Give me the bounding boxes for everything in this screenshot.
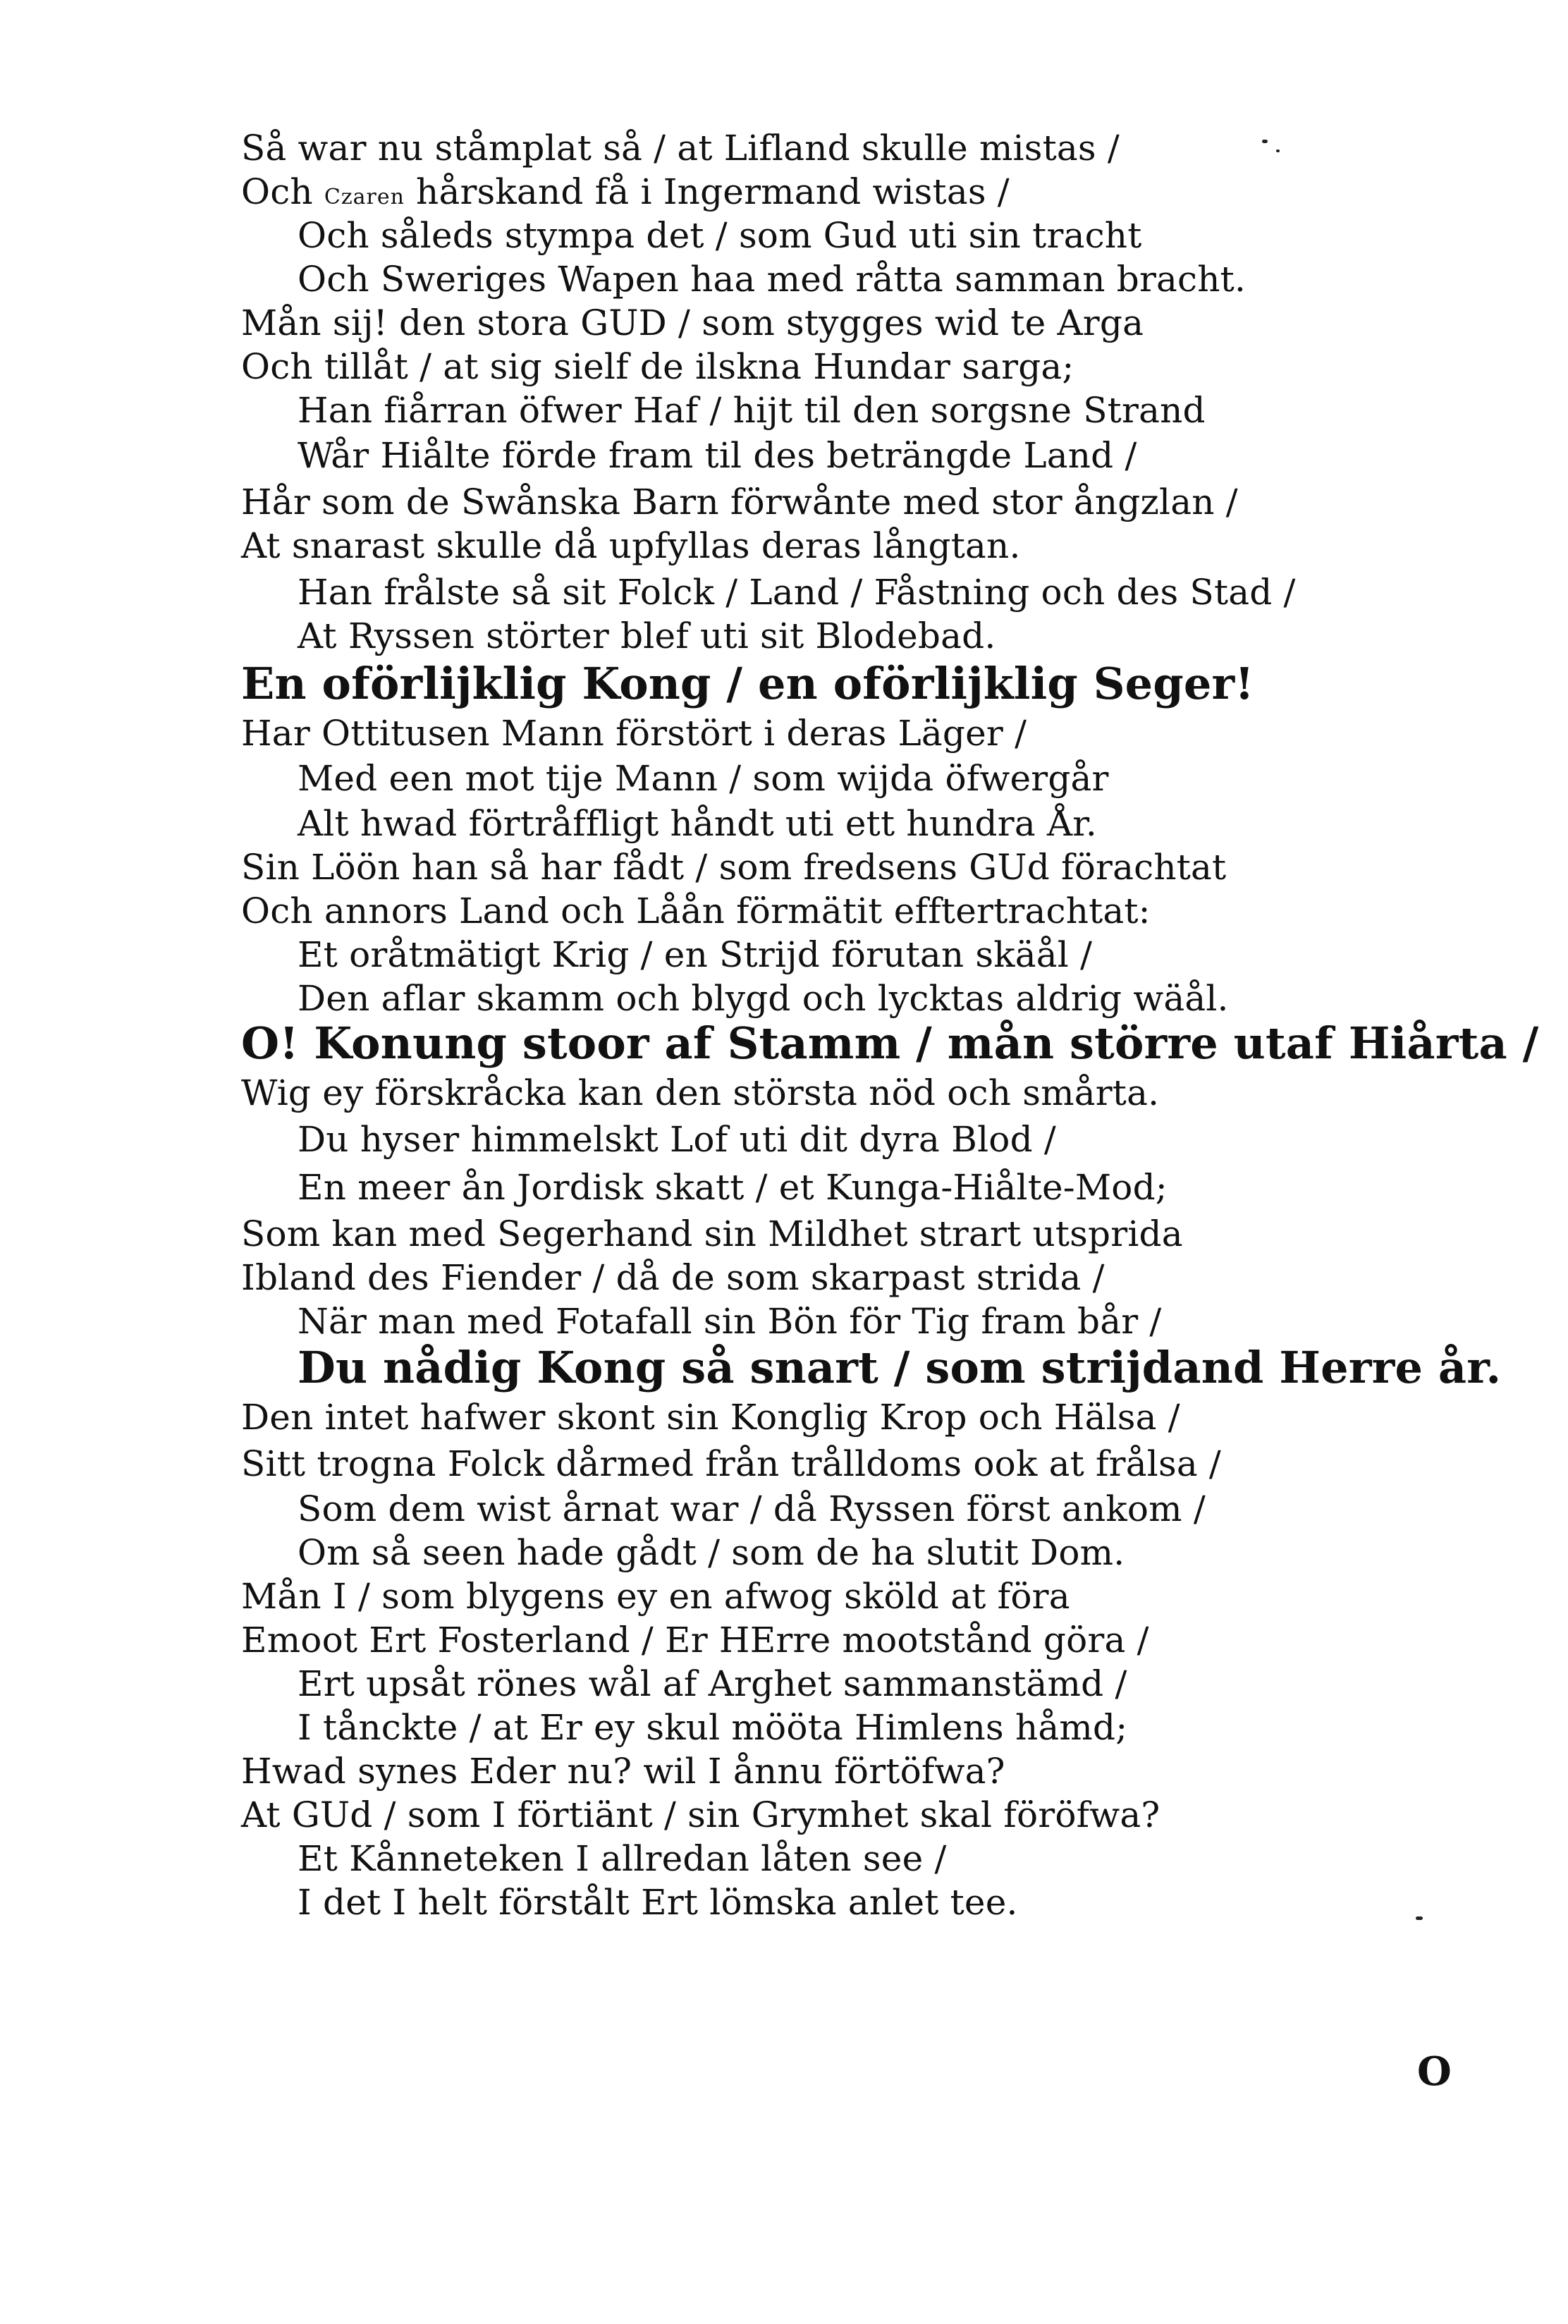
line-text: O! Konung stoor af Stamm / mån större utaf Hiårta /	[241, 1017, 1539, 1069]
verse-line	[298, 1705, 1127, 1750]
verse-line	[298, 756, 1109, 801]
line-text: Med een mot tije Mann / som wijda öfwergår	[298, 758, 1109, 799]
line-text: Emoot Ert Fosterland / Er HErre mootstånd göra /	[241, 1620, 1149, 1661]
verse-line	[298, 1165, 1168, 1210]
verse-line	[241, 1617, 1149, 1663]
line-text: Mån sij! den stora GUD / som stygges wid te Arga	[241, 302, 1144, 343]
verse-line	[241, 344, 1074, 389]
line-text: Alt hwad förtråffligt håndt uti ett hundra År.	[298, 803, 1097, 844]
verse-line	[298, 433, 1137, 478]
verse-line	[298, 388, 1206, 433]
verse-line	[241, 711, 1027, 756]
line-text: At GUd / som I förtiänt / sin Grymhet skal föröfwa?	[241, 1794, 1160, 1835]
line-text: Den intet hafwer skont sin Konglig Krop och Hälsa /	[241, 1397, 1180, 1438]
verse-line	[241, 1574, 1070, 1619]
verse-line	[298, 976, 1229, 1021]
line-text: At snarast skulle då upfyllas deras långtan.	[241, 525, 1021, 566]
verse-line	[298, 213, 1141, 258]
line-text: I det I helt förstålt Ert lömska anlet tee.	[298, 1882, 1018, 1923]
print-speck	[1276, 149, 1280, 152]
verse-line	[241, 1395, 1180, 1440]
print-speck	[1262, 140, 1268, 143]
line-text: Som kan med Segerhand sin Mildhet strart utsprida	[241, 1213, 1183, 1254]
verse-line	[298, 1530, 1125, 1575]
verse-line	[298, 613, 996, 659]
line-text: När man med Fotafall sin Bön för Tig fram bår /	[298, 1301, 1162, 1342]
line-text: Den aflar skamm och blygd och lycktas aldrig wäål.	[298, 978, 1229, 1019]
verse-line	[241, 1792, 1160, 1837]
verse-line	[298, 1342, 1502, 1393]
verse-line	[241, 126, 1120, 171]
verse-line	[241, 1211, 1183, 1256]
verse-line	[241, 888, 1151, 934]
verse-line	[298, 1486, 1206, 1531]
inline-name-czaren: Czaren	[324, 185, 405, 209]
verse-line	[241, 845, 1226, 890]
line-text: Et Kånneteken I allredan låten see /	[298, 1838, 947, 1879]
line-text: En meer ån Jordisk skatt / et Kunga-Hiålte-Mod;	[298, 1167, 1168, 1208]
line-text: Han fiårran öfwer Haf / hijt til den sorgsne Strand	[298, 390, 1206, 431]
line-text: Och annors Land och Låån förmätit efftertrachtat:	[241, 891, 1151, 931]
verse-line	[298, 932, 1092, 977]
line-text: Sitt trogna Folck dårmed från trålldoms ook at frålsa /	[241, 1443, 1221, 1484]
verse-line	[298, 1117, 1056, 1162]
verse-line	[241, 300, 1144, 345]
verse-line	[241, 1017, 1539, 1069]
verse-line	[241, 523, 1021, 568]
line-text: Du hyser himmelskt Lof uti dit dyra Blod /	[298, 1119, 1056, 1160]
line-text: Hwad synes Eder nu? wil I ånnu förtöfwa?	[241, 1751, 1005, 1792]
line-text: Han frålste så sit Folck / Land / Fåstning och des Stad /	[298, 572, 1296, 613]
line-text: Och Sweriges Wapen haa med råtta samman bracht.	[298, 259, 1247, 300]
line-text: Et oråtmätigt Krig / en Strijd förutan skäål /	[298, 934, 1093, 975]
line-text: At Ryssen störter blef uti sit Blodebad.	[298, 616, 996, 656]
verse-line	[241, 1441, 1221, 1486]
line-text: Och	[241, 171, 313, 212]
verse-line	[298, 1661, 1127, 1706]
line-text: En oförlijklig Kong / en oförlijklig Seger!	[241, 658, 1254, 709]
line-text: Och såleds stympa det / som Gud uti sin tracht	[298, 215, 1142, 256]
print-speck	[1416, 1916, 1423, 1920]
line-text: Mån I / som blygens ey en afwog sköld at föra	[241, 1576, 1070, 1617]
verse-line	[241, 1255, 1105, 1300]
verse-line	[298, 1836, 947, 1881]
verse-line	[298, 1299, 1161, 1344]
verse-line	[241, 1749, 1005, 1794]
line-text: Som dem wist årnat war / då Ryssen först ankom /	[298, 1488, 1206, 1529]
line-text: Har Ottitusen Mann förstört i deras Läger /	[241, 713, 1027, 754]
verse-line	[298, 1880, 1018, 1925]
line-text: Wår Hiålte förde fram til des beträngde Land /	[298, 435, 1137, 476]
line-text: Ibland des Fiender / då de som skarpast strida /	[241, 1257, 1105, 1298]
verse-line	[241, 658, 1254, 709]
line-text: Om så seen hade gådt / som de ha slutit Dom.	[298, 1532, 1125, 1573]
line-text: Ert upsåt rönes wål af Arghet sammanstämd /	[298, 1663, 1127, 1704]
line-text: hårskand få i Ingermand wistas /	[416, 171, 1010, 212]
verse-line	[298, 570, 1296, 615]
line-text: Du nådig Kong så snart / som strijdand Herre år.	[298, 1342, 1502, 1393]
line-text: Och tillåt / at sig sielf de ilskna Hundar sarga;	[241, 346, 1074, 387]
catchword: O	[1417, 2048, 1452, 2095]
line-text: Så war nu ståmplat så / at Lifland skulle mistas /	[241, 128, 1120, 169]
line-text: I tånckte / at Er ey skul mööta Himlens håmd;	[298, 1707, 1128, 1748]
verse-line	[298, 257, 1246, 302]
verse-line	[241, 479, 1238, 525]
line-text: Sin Löön han så har fådt / som fredsens GUd förachtat	[241, 847, 1227, 888]
verse-line	[298, 801, 1097, 846]
line-text: Hår som de Swånska Barn förwånte med stor ångzlan /	[241, 482, 1238, 522]
line-text: Wig ey förskråcka kan den största nöd och smårta.	[241, 1072, 1160, 1113]
verse-line	[241, 1070, 1159, 1115]
